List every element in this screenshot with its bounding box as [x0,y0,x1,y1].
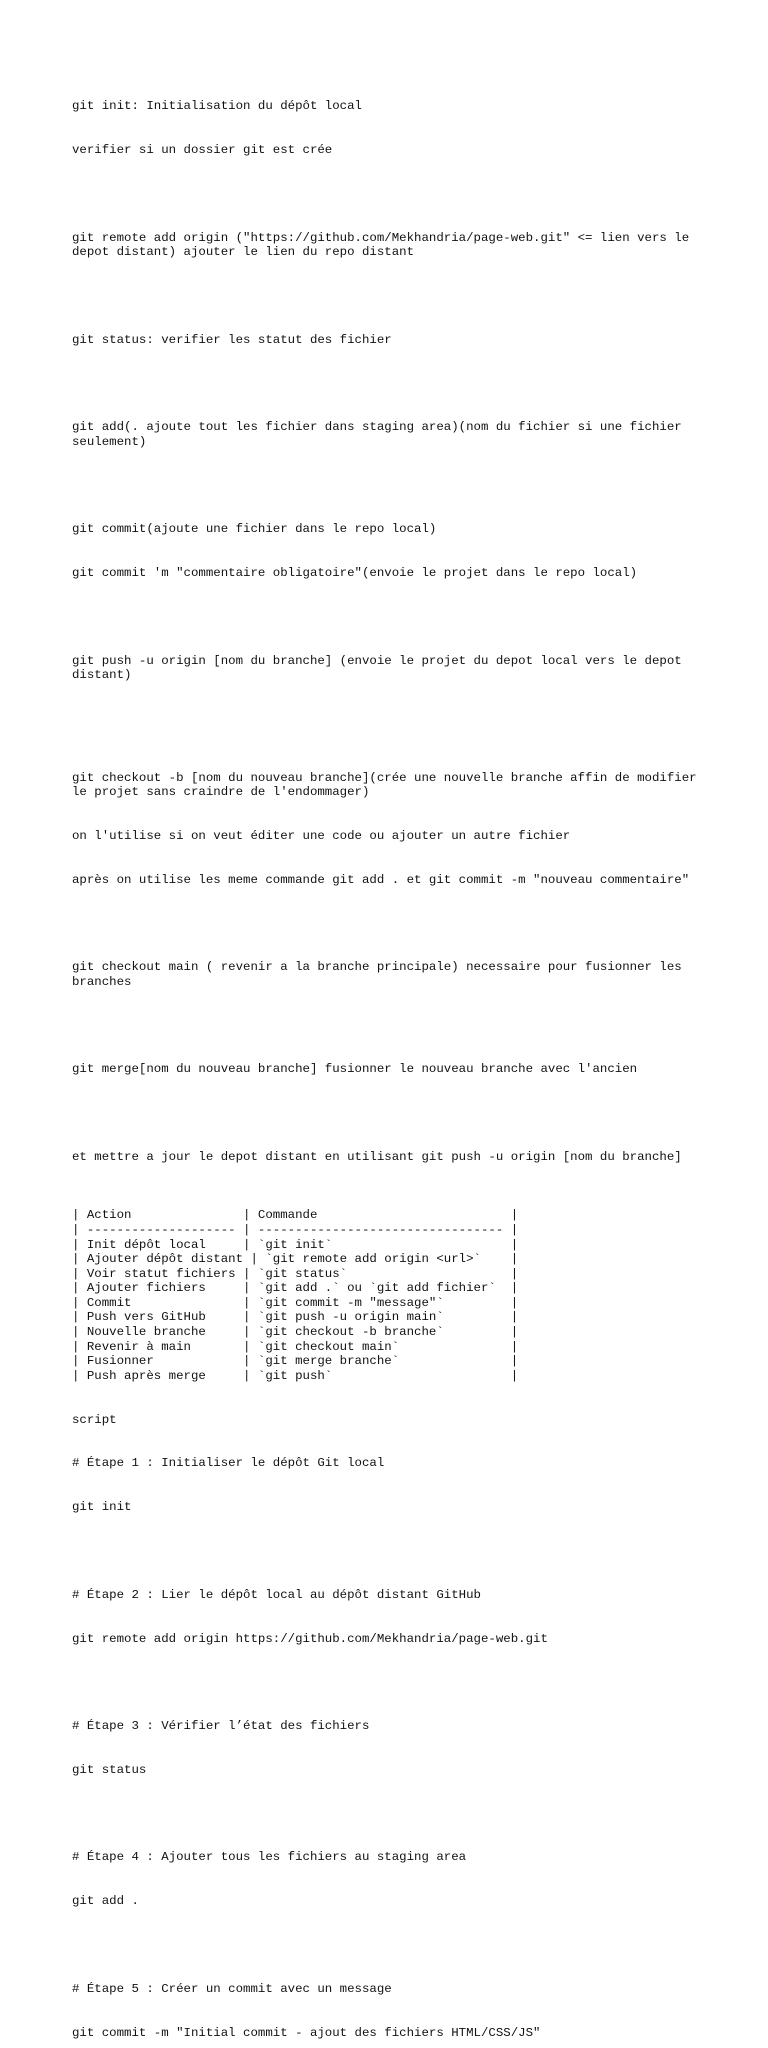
spacer [72,727,712,742]
note-line: git add(. ajoute tout les fichier dans staging area)(nom du fichier si une fichier seulement) [72,420,690,449]
note-line: git status: verifier les statut des fichier [72,332,392,347]
note-git-commit [72,493,712,610]
script-step [72,1559,712,1676]
step-command: git status [72,1762,147,1777]
note-git-checkout-b [72,741,712,916]
script-step [72,1690,712,1807]
script-section [72,1413,712,2048]
table-row: | Ajouter dépôt distant | `git remote add origin <url>` | [72,1252,519,1267]
note-line: git commit(ajoute une fichier dans le repo local) [72,522,437,537]
table-separator: | -------------------- | --------------------------------- | [72,1222,519,1237]
step-comment: # Étape 4 : Ajouter tous les fichiers au staging area [72,1850,467,1865]
document-page [72,70,712,2048]
note-line: git commit 'm "commentaire obligatoire"(envoie le projet dans le repo local) [72,566,638,581]
script-step [72,1953,712,2048]
note-line: git init: Initialisation du dépôt local [72,99,362,114]
table-row: | Revenir à main | `git checkout main` | [72,1339,519,1354]
note-line: verifier si un dossier git est crée [72,142,333,157]
table-row: | Nouvelle branche | `git checkout -b branche` | [72,1325,519,1340]
script-step [72,1427,712,1544]
note-git-remote [72,201,712,289]
script-label: script [72,1412,117,1427]
note-line: git push -u origin [nom du branche] (envoie le projet du depot local vers le depot distant) [72,653,690,683]
step-command: git commit -m "Initial commit - ajout des fichiers HTML/CSS/JS" [72,2025,541,2040]
note-line: et mettre a jour le depot distant en utilisant git push -u origin [nom du branche] [72,1149,682,1164]
table-header: | Action | Commande | [72,1208,519,1223]
step-comment: # Étape 5 : Créer un commit avec un message [72,1981,392,1996]
note-line: git remote add origin ("https://github.com/Mekhandria/page-web.git" <= lien vers le depot distant) ajouter le lien du repo distant [72,230,697,260]
table-row: | Ajouter fichiers | `git add .` ou `git add fichier` | [72,1281,519,1296]
note-git-checkout-main [72,931,712,1019]
note-line: on l'utilise si on veut éditer une code ou ajouter un autre fichier [72,828,571,843]
step-command: git init [72,1500,132,1515]
note-git-status [72,304,712,377]
spacer [72,1398,712,1413]
note-line: git checkout main ( revenir a la branche principale) necessaire pour fusionner les branches [72,960,690,989]
table-row: | Push vers GitHub | `git push -u origin main` | [72,1310,519,1325]
step-command: git add . [72,1894,139,1909]
step-command: git remote add origin https://github.com/Mekhandria/page-web.git [72,1631,548,1646]
table-row: | Fusionner | `git merge branche` | [72,1354,519,1369]
note-git-add [72,391,712,479]
note-git-merge [72,1033,712,1106]
note-line: git checkout -b [nom du nouveau branche](crée une nouvelle branche affin de modifier le projet sans craindre de l'endommager) [72,770,705,800]
commands-table [72,1208,712,1383]
step-comment: # Étape 3 : Vérifier l’état des fichiers [72,1719,370,1734]
script-step [72,1821,712,1938]
note-git-push [72,625,712,713]
note-push-after-merge [72,1121,712,1194]
table-row: | Voir statut fichiers | `git status` | [72,1266,519,1281]
step-comment: # Étape 2 : Lier le dépôt local au dépôt distant GitHub [72,1587,481,1602]
table-row: | Commit | `git commit -m "message"` | [72,1295,519,1310]
step-comment: # Étape 1 : Initialiser le dépôt Git local [72,1456,385,1471]
table-row: | Push après merge | `git push` | [72,1368,519,1383]
table-row: | Init dépôt local | `git init` | [72,1237,519,1252]
note-git-init [72,70,712,187]
note-line: git merge[nom du nouveau branche] fusionner le nouveau branche avec l'ancien [72,1062,638,1077]
note-line: après on utilise les meme commande git add . et git commit -m "nouveau commentaire" [72,872,690,887]
